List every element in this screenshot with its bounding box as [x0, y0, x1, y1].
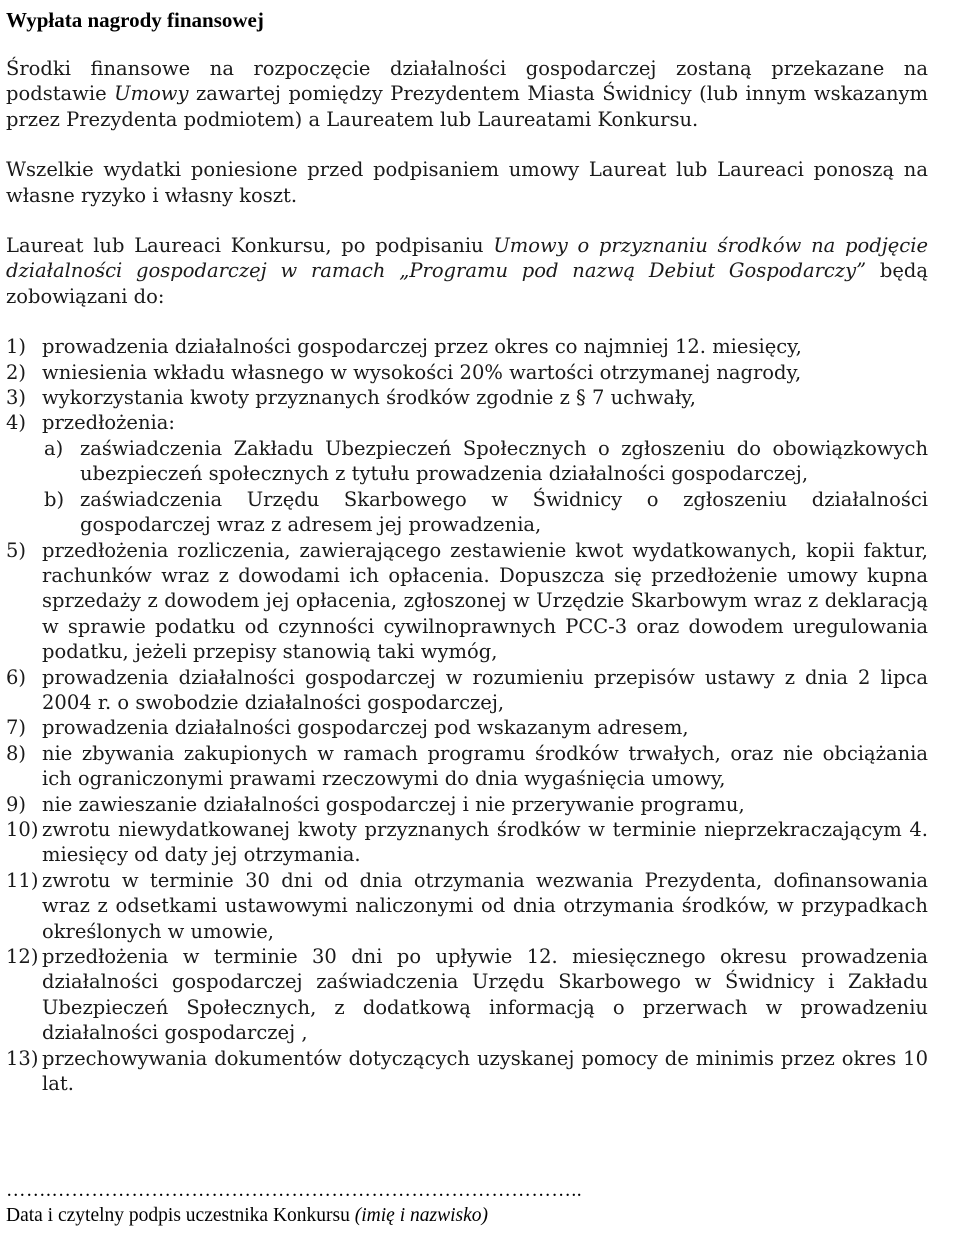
list-item-text: przedłożenia:	[42, 411, 175, 435]
list-item	[6, 817, 928, 868]
list-item	[6, 1046, 928, 1097]
list-number: 1)	[6, 335, 27, 359]
sublist-container	[6, 436, 928, 538]
document-page	[6, 6, 928, 1096]
list-item	[6, 360, 928, 385]
paragraph-text: Środki finansowe na rozpoczęcie działalności gospodarczej zostaną przekazane na podstawie	[6, 57, 928, 106]
document-title: Wypłata nagrody finansowej	[6, 8, 264, 32]
paragraph-text: Laureat lub Laureaci Konkursu, po podpisaniu	[6, 234, 494, 258]
paragraph-italic-text: Umowy o przyznaniu środków na podjęcie działalności gospodarczej w ramach „Programu pod nazwą Debiut Gospodarczy”	[6, 234, 928, 283]
sublist-letter: a)	[44, 436, 64, 460]
sublist-letter: b)	[44, 487, 65, 511]
list-item-text: nie zawieszanie działalności gospodarczej i nie przerywanie programu,	[42, 792, 745, 816]
list-item-text: nie zbywania zakupionych w ramach programu środków trwałych, oraz nie obciążania ich ograniczonymi prawami rzeczowymi do dnia wygaśnięcia umowy,	[42, 741, 928, 791]
list-item	[6, 410, 928, 435]
list-item	[6, 792, 928, 817]
signature-label: Data i czytelny podpis uczestnika Konkursu	[6, 1205, 355, 1226]
list-number: 10)	[6, 817, 39, 841]
signature-caption	[6, 1203, 706, 1228]
list-item	[6, 868, 928, 944]
list-item-text: zwrotu w terminie 30 dni od dnia otrzymania wezwania Prezydenta, dofinansowania wraz z odsetkami ustawowymi naliczonymi od dnia otrzymania środków, w przypadkach określonych w umowie,	[42, 868, 928, 943]
list-number: 6)	[6, 665, 27, 689]
paragraph-expenses-risk: Wszelkie wydatki poniesione przed podpisaniem umowy Laureat lub Laureaci ponoszą na własne ryzyko i własny koszt.	[6, 158, 928, 207]
list-item-text: przechowywania dokumentów dotyczących uzyskanej pomocy de minimis przez okres 10 lat.	[42, 1046, 928, 1096]
list-item	[6, 715, 928, 740]
signature-block	[6, 1178, 706, 1228]
signature-label-italic: (imię i nazwisko)	[354, 1205, 488, 1226]
sublist-item-text: zaświadczenia Urzędu Skarbowego w Świdnicy o zgłoszeniu działalności gospodarczej wraz z adresem jej prowadzenia,	[80, 487, 928, 537]
sublist-item	[6, 436, 928, 487]
list-item-text: wykorzystania kwoty przyznanych środków zgodnie z § 7 uchwały,	[42, 386, 696, 410]
list-item	[6, 334, 928, 359]
list-number: 9)	[6, 792, 27, 816]
paragraph-italic-text: Umowy	[114, 82, 189, 106]
list-item-text: prowadzenia działalności gospodarczej przez okres co najmniej 12. miesięcy,	[42, 335, 802, 359]
list-number: 12)	[6, 945, 39, 968]
list-item-text: prowadzenia działalności gospodarczej w rozumieniu przepisów ustawy z dnia 2 lipca 2004 r. o swobodzie działalności gospodarczej,	[42, 665, 928, 714]
sublist-item-text: zaświadczenia Zakładu Ubezpieczeń Społecznych o zgłoszeniu do obowiązkowych ubezpieczeń społecznych z tytułu prowadzenia działalności gospodarczej,	[80, 436, 928, 486]
list-item-text: przedłożenia w terminie 30 dni po upływie 12. miesięcznego okresu prowadzenia działalności gospodarczej zaświadczenia Urzędu Skarbowego w Świdnicy i Zakładu Ubezpieczeń Społecznych, z dodatkową informacją o przerwach w prowadzeniu działalności gospodarczej ,	[42, 945, 928, 1045]
list-item	[6, 385, 928, 410]
list-item-text: wniesienia wkładu własnego w wysokości 20% wartości otrzymanej nagrody,	[42, 360, 802, 384]
paragraph-obligations-intro	[6, 233, 928, 309]
paragraph-text: będą zobowiązani do:	[6, 259, 928, 308]
signature-line: …….……………………………………………………………………..	[6, 1180, 583, 1201]
list-item	[6, 538, 928, 665]
submission-documents-list	[6, 436, 928, 538]
list-item-text: prowadzenia działalności gospodarczej pod wskazanym adresem,	[42, 716, 689, 740]
sublist-item	[6, 487, 928, 538]
list-number: 5)	[6, 538, 27, 562]
list-item-text: zwrotu niewydatkowanej kwoty przyznanych środków w terminie nieprzekraczającym 4. miesięcy od daty jej otrzymania.	[42, 817, 928, 867]
list-number: 3)	[6, 386, 27, 410]
list-number: 7)	[6, 716, 27, 740]
list-number: 2)	[6, 360, 27, 384]
obligations-list	[6, 334, 928, 1096]
list-number: 8)	[6, 741, 27, 765]
list-item	[6, 944, 928, 1046]
list-number: 13)	[6, 1046, 39, 1070]
list-number: 4)	[6, 411, 27, 435]
list-item-text: przedłożenia rozliczenia, zawierającego zestawienie kwot wydatkowanych, kopii faktur, rachunków wraz z dowodami ich opłacenia. Dopuszcza się przedłożenie umowy kupna sprzedaży z dowodem jej opłacenia, zgłoszonej w Urzędzie Skarbowym wraz z deklaracją w sprawie podatku od czynności cywilnoprawnych PCC-3 oraz dowodem uregulowania podatku, jeżeli przepisy stanowią taki wymóg,	[42, 538, 928, 664]
paragraph-transfer-basis	[6, 56, 928, 132]
paragraph-text: zawartej pomiędzy Prezydentem Miasta Świdnicy (lub innym wskazanym przez Prezydenta podmiotem) a Laureatem lub Laureatami Konkursu.	[6, 82, 929, 131]
list-item	[6, 665, 928, 716]
list-item	[6, 741, 928, 792]
list-number: 11)	[6, 868, 39, 892]
